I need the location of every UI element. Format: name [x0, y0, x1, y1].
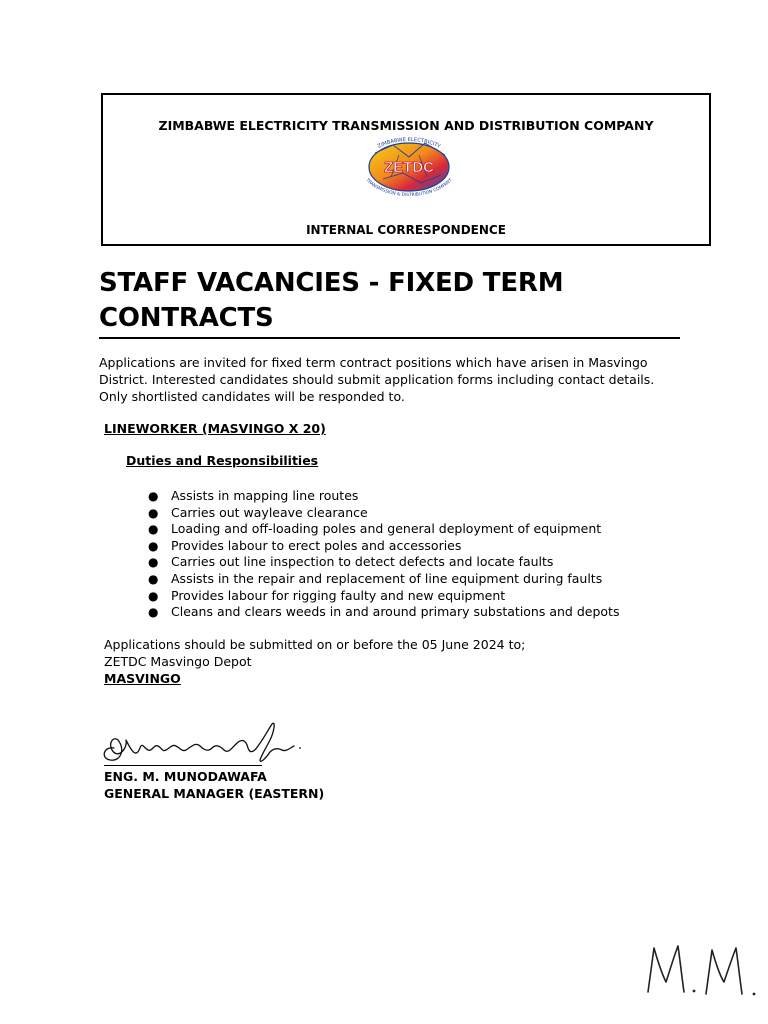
svg-text:ZETDC: ZETDC — [384, 159, 434, 176]
duties-heading: Duties and Responsibilities — [126, 453, 319, 468]
signatory-name: ENG. M. MUNODAWAFA — [104, 769, 267, 784]
signatory-role: GENERAL MANAGER (EASTERN) — [104, 786, 325, 801]
bullet-icon: ● — [148, 571, 159, 586]
handwritten-initials — [642, 938, 766, 1000]
list-item: ● Assists in mapping line routes — [148, 488, 359, 503]
submission-depot: ZETDC Masvingo Depot — [104, 654, 252, 669]
signature-line — [104, 765, 262, 766]
company-name: ZIMBABWE ELECTRICITY TRANSMISSION AND DISTRIBUTION COMPANY — [158, 118, 654, 133]
submission-location: MASVINGO — [104, 671, 181, 686]
position-title: LINEWORKER (MASVINGO X 20) — [104, 421, 326, 436]
bullet-icon: ● — [148, 489, 159, 503]
list-item: ● Provides labour for rigging faulty and new equipment — [148, 587, 506, 603]
bullet-icon: ● — [148, 555, 159, 570]
list-item: ● Cleans and clears weeds in and around primary substations and depots — [148, 604, 620, 620]
title-underline — [99, 337, 680, 339]
list-item: ● Loading and off-loading poles and general deployment of equipment — [148, 521, 602, 537]
bullet-icon: ● — [148, 538, 159, 553]
bullet-icon: ● — [148, 522, 159, 537]
svg-text:TRANSMISSION & DISTRIBUTION CO: TRANSMISSION & DISTRIBUTION COMPANY — [364, 177, 454, 199]
bullet-icon: ● — [148, 605, 159, 620]
bullet-icon: ● — [148, 505, 159, 520]
signature — [96, 718, 308, 770]
letterhead-box — [101, 93, 711, 246]
list-item: ● Carries out line inspection to detect defects and locate faults — [148, 554, 554, 570]
bullet-icon: ● — [148, 588, 159, 603]
list-item: ● Carries out wayleave clearance — [148, 504, 368, 520]
submission-details — [104, 636, 525, 687]
list-item: ● Assists in the repair and replacement of line equipment during faults — [148, 570, 603, 586]
duties-list — [145, 488, 619, 621]
intro-paragraph: Applications are invited for fixed term contract positions which have arisen in Masvingo District. Interested candidates should submit application forms including contact details. Only shortlisted candidates will be responded to. — [99, 355, 655, 404]
zetdc-logo — [353, 133, 465, 199]
svg-text:ZIMBABWE ELECTRICITY: ZIMBABWE ELECTRICITY — [376, 136, 442, 150]
list-item: ● Provides labour to erect poles and accessories — [148, 537, 462, 553]
signatory-block — [104, 768, 324, 802]
page-title: STAFF VACANCIES - FIXED TERM CONTRACTS — [99, 268, 564, 333]
internal-correspondence-label: INTERNAL CORRESPONDENCE — [306, 223, 506, 237]
submission-deadline: Applications should be submitted on or before the 05 June 2024 to; — [104, 637, 526, 652]
